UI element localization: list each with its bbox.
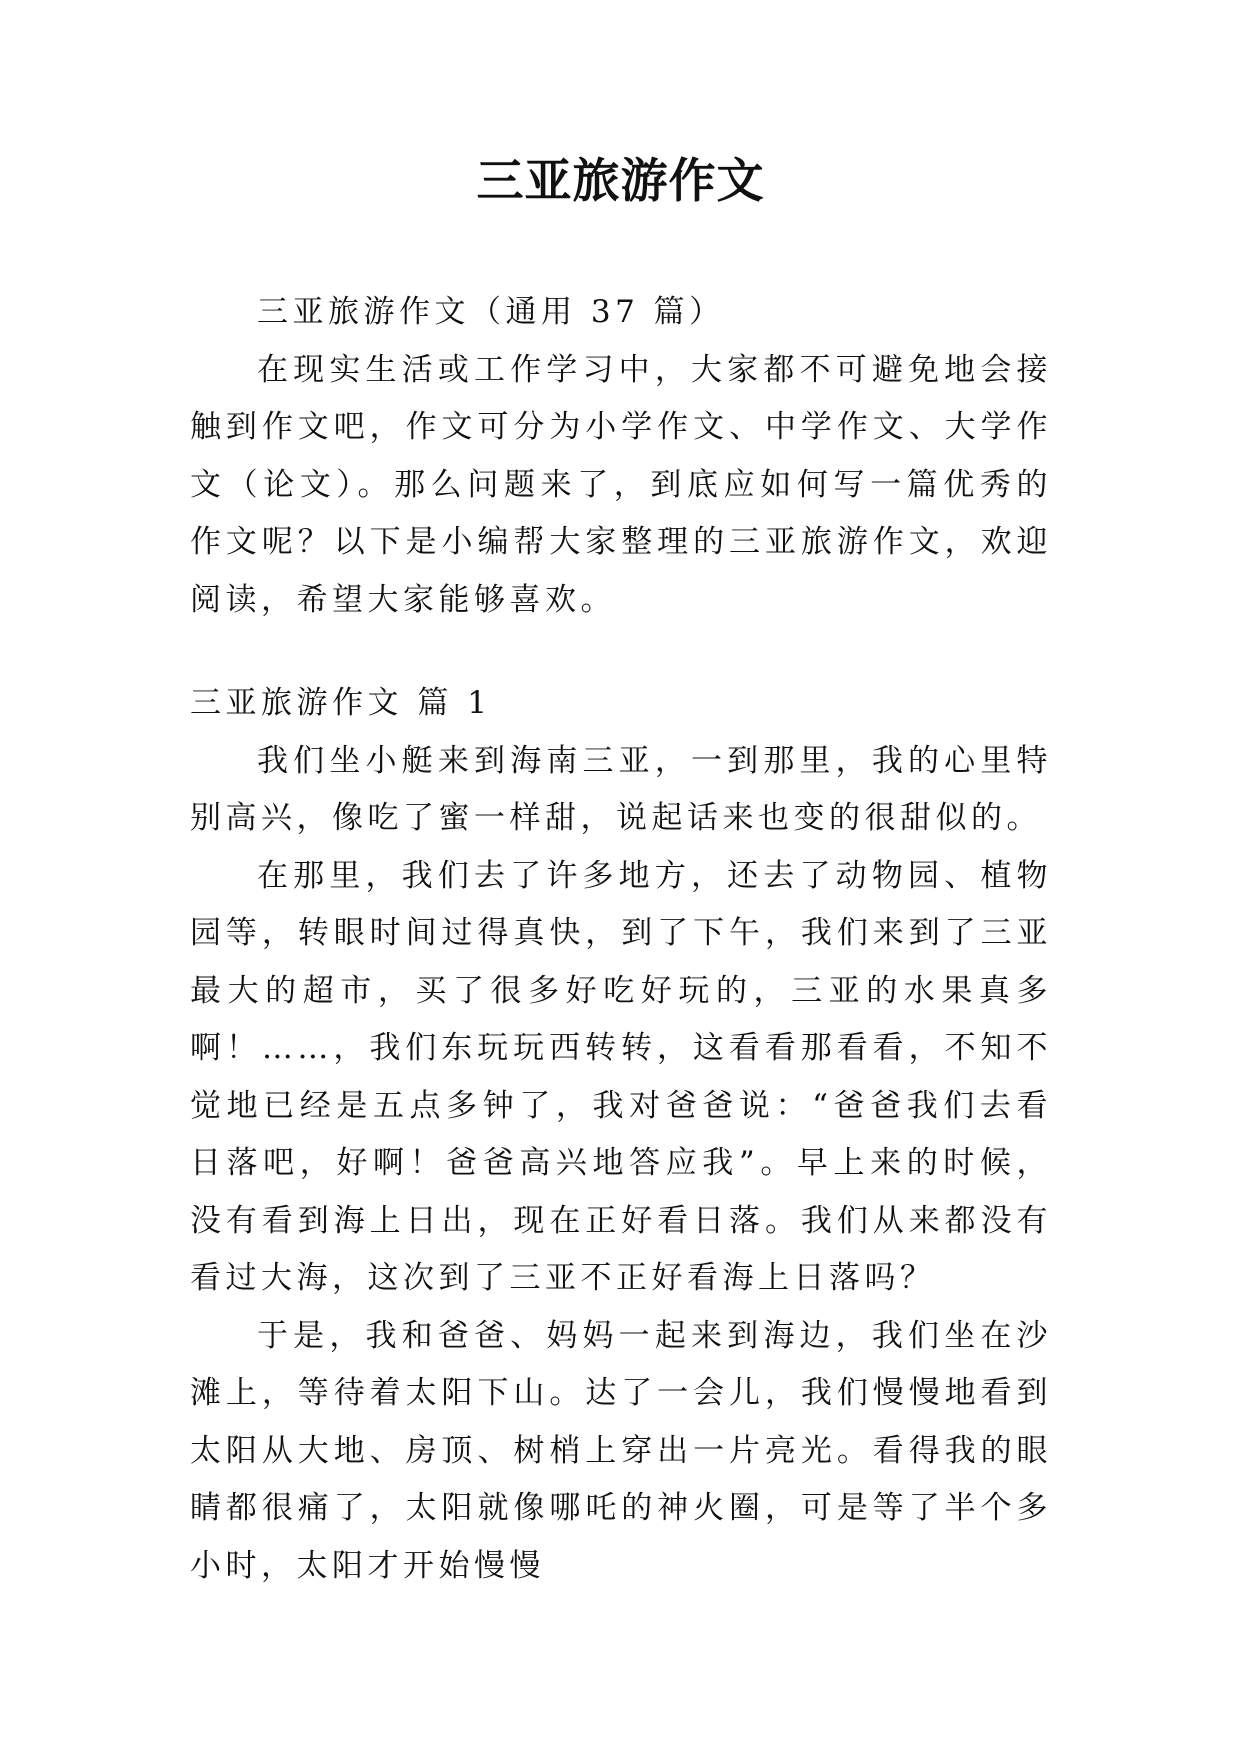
document-subtitle: 三亚旅游作文（通用 37 篇）: [257, 294, 725, 330]
body-paragraph-1: 我们坐小艇来到海南三亚，一到那里，我的心里特别高兴，像吃了蜜一样甜，说起话来也变的很甜似的。: [190, 742, 1052, 836]
document-body: [190, 284, 1052, 1595]
intro-paragraph: 在现实生活或工作学习中，大家都不可避免地会接触到作文吧，作文可分为小学作文、中学作文、大学作文（论文）。那么问题来了，到底应如何写一篇优秀的作文呢？以下是小编帮大家整理的三亚旅游作文，欢迎阅读，希望大家能够喜欢。: [190, 351, 1052, 618]
body-paragraph-3: 于是，我和爸爸、妈妈一起来到海边，我们坐在沙滩上，等待着太阳下山。达了一会儿，我们慢慢地看到太阳从大地、房顶、树梢上穿出一片亮光。看得我的眼睛都很痛了，太阳就像哪吒的神火圈，可是等了半个多小时，太阳才开始慢慢: [190, 1317, 1052, 1584]
body-paragraph-2: 在那里，我们去了许多地方，还去了动物园、植物园等，转眼时间过得真快，到了下午，我们来到了三亚最大的超市，买了很多好吃好玩的，三亚的水果真多啊！……，我们东玩玩西转转，这看看那看看，不知不觉地已经是五点多钟了，我对爸爸说：“爸爸我们去看日落吧，好啊！爸爸高兴地答应我”。早上来的时候，没有看到海上日出，现在正好看日落。我们从来都没有看过大海，这次到了三亚不正好看海上日落吗？: [190, 857, 1052, 1296]
section-heading: 三亚旅游作文 篇 1: [190, 685, 492, 721]
document-title: 三亚旅游作文: [476, 154, 765, 209]
